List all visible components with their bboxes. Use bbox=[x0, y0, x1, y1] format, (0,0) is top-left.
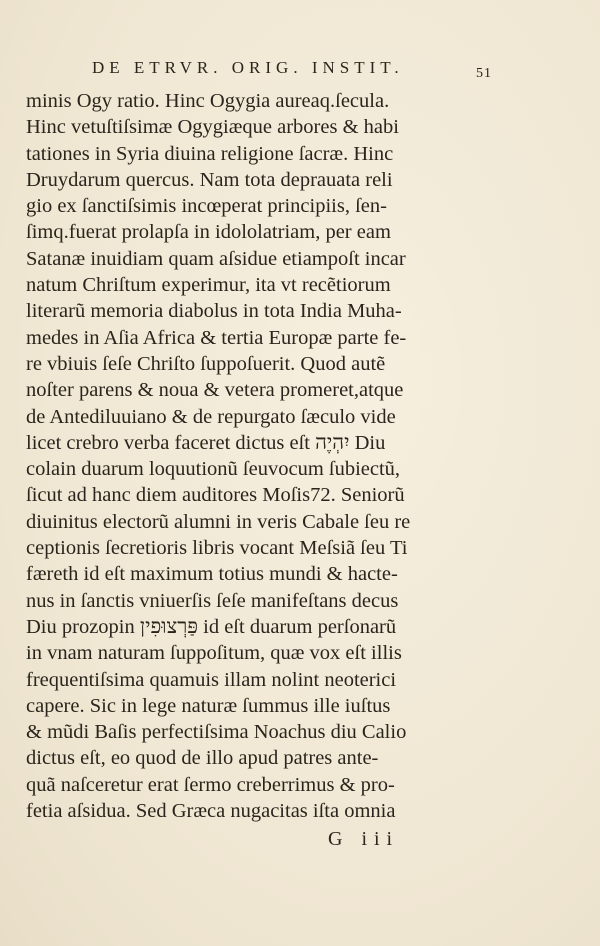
text-line: ceptionis ſecretioris libris vocant Meſsiã ſeu Ti bbox=[26, 537, 408, 560]
text-line: minis Ogy ratio. Hinc Ogygia aureaq.ſecula. bbox=[26, 90, 390, 112]
text-line: medes in Aſia Africa & tertia Europæ parte fe- bbox=[26, 326, 407, 349]
text-line: noſter parens & noua & vetera promeret,atque bbox=[26, 379, 404, 402]
text-line: licet crebro verba faceret dictus eſt יִהְיֶה Diu bbox=[26, 431, 386, 454]
text-line: de Antediluuiano & de repurgato ſæculo vide bbox=[26, 405, 396, 428]
text-line: literarũ memoria diabolus in tota India Muha- bbox=[26, 300, 402, 323]
running-head: DE ETRVR. ORIG. INSTIT. bbox=[92, 58, 404, 77]
text-line: Hinc vetuſtiſsimæ Ogygiæque arbores & habi bbox=[26, 116, 399, 139]
text-line: natum Chriſtum experimur, ita vt recẽtiorum bbox=[26, 274, 391, 297]
page-number: 51 bbox=[476, 66, 492, 81]
text-line: & mũdi Baſis perfectiſsima Noachus diu Calio bbox=[26, 721, 407, 744]
text-line: færeth id eſt maximum totius mundi & hacte- bbox=[26, 563, 398, 586]
text-line: tationes in Syria diuina religione ſacræ. Hinc bbox=[26, 142, 394, 165]
text-line: nus in ſanctis vniuerſis ſeſe manifeſtans decus bbox=[26, 589, 399, 612]
text-line: quã naſceretur erat ſermo creberrimus & pro- bbox=[26, 773, 395, 796]
text-line: colain duarum loquutionũ ſeuvocum ſubiectũ, bbox=[26, 458, 401, 481]
body-text bbox=[26, 88, 456, 824]
signature-mark: G iii bbox=[328, 828, 400, 850]
text-line: Diu prozopin פַּרְצוּפִין id eſt duarum perſonarũ bbox=[26, 615, 397, 638]
text-line: Druydarum quercus. Nam tota deprauata reli bbox=[26, 168, 393, 191]
text-line: gio ex ſanctiſsimis incœperat principiis, ſen- bbox=[26, 195, 387, 218]
text-line: dictus eſt, eo quod de illo apud patres ante- bbox=[26, 747, 379, 770]
text-line: Satanæ inuidiam quam aſsidue etiampoſt incar bbox=[26, 247, 406, 270]
text-line: re vbiuis ſeſe Chriſto ſuppoſuerit. Quod autẽ bbox=[26, 352, 386, 375]
text-line: ſimq.fuerat prolapſa in idololatriam, per eam bbox=[26, 221, 391, 244]
text-line: in vnam naturam ſuppoſitum, quæ vox eſt illis bbox=[26, 642, 402, 665]
text-line: diuinitus electorũ alumni in veris Cabale ſeu re bbox=[26, 510, 411, 533]
text-line: frequentiſsima quamuis illam nolint neoterici bbox=[26, 668, 397, 691]
text-line: fetia aſsidua. Sed Græca nugacitas iſta omnia bbox=[26, 800, 396, 823]
text-line: capere. Sic in lege naturæ ſummus ille iuſtus bbox=[26, 694, 391, 717]
text-line: ſicut ad hanc diem auditores Moſis72. Seniorũ bbox=[26, 484, 405, 507]
